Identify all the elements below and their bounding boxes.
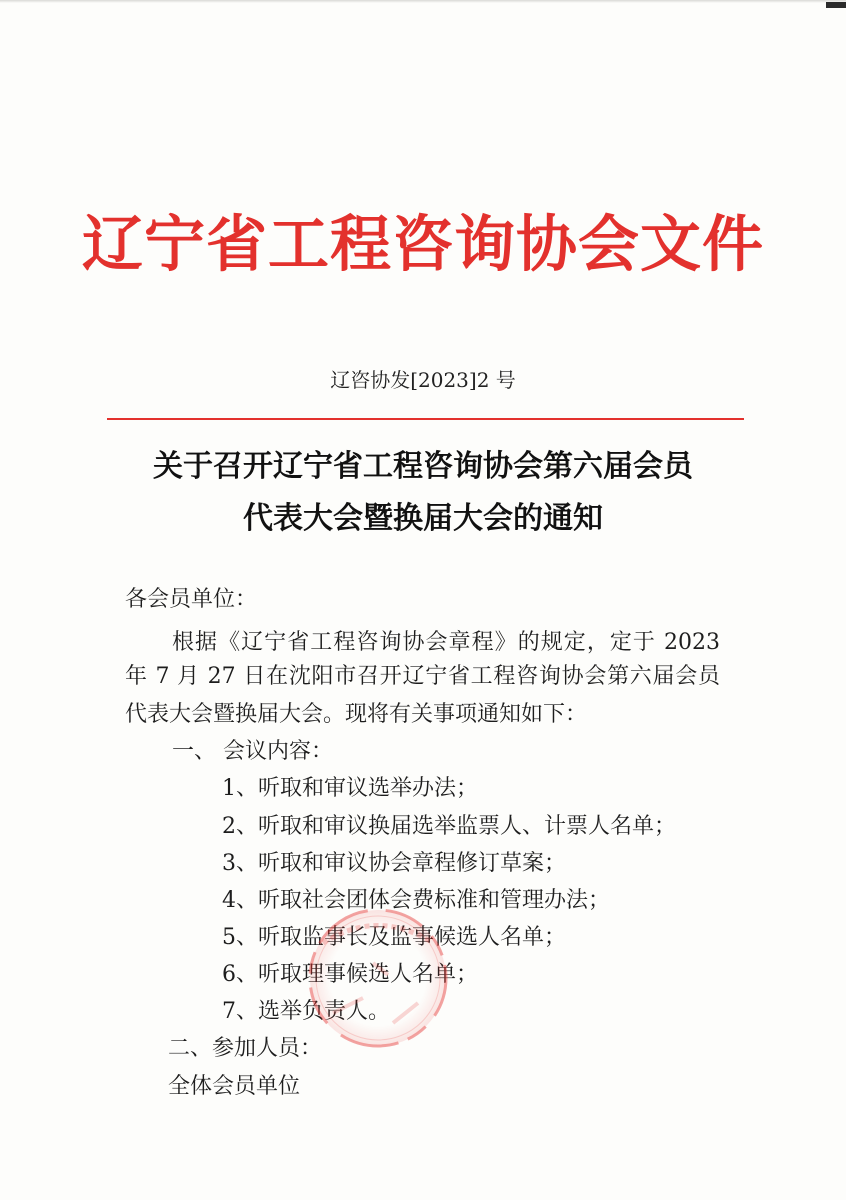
- official-seal-icon: [303, 903, 453, 1053]
- agenda-item: 2、听取和审议换届选举监票人、计票人名单；: [222, 814, 676, 839]
- intro-line-3: 代表大会暨换届大会。现将有关事项通知如下：: [125, 702, 588, 727]
- agenda-item: 6、听取理事候选人名单；: [222, 962, 478, 987]
- notice-title: [0, 441, 846, 545]
- intro-line-1: 根据《辽宁省工程咨询协会章程》的规定，定于 2023: [172, 630, 720, 655]
- agenda-item: 3、听取和审议协会章程修订草案；: [222, 851, 566, 876]
- section-heading-participants: 二、参加人员：: [168, 1036, 323, 1061]
- section-heading-agenda: 一、 会议内容：: [172, 739, 333, 764]
- intro-line-2: 年 7 月 27 日在沈阳市召开辽宁省工程咨询协会第六届会员: [125, 664, 720, 689]
- agenda-item: 5、听取监事长及监事候选人名单；: [222, 925, 566, 950]
- notice-title-line-2: 代表大会暨换届大会的通知: [243, 501, 603, 536]
- document-masthead: 辽宁省工程咨询协会文件: [81, 209, 764, 280]
- notice-title-line-1: 关于召开辽宁省工程咨询协会第六届会员: [153, 449, 693, 484]
- masthead-divider: [107, 418, 744, 420]
- agenda-item: 1、听取和审议选举办法；: [222, 776, 478, 801]
- scan-mark: [826, 2, 846, 8]
- scan-edge: [0, 0, 846, 3]
- document-number: 辽咨协发[2023]2 号: [330, 368, 516, 392]
- participants-item: 全体会员单位: [168, 1074, 301, 1099]
- agenda-item: 7、选举负责人。: [222, 999, 390, 1024]
- agenda-item: 4、听取社会团体会费标准和管理办法；: [222, 888, 610, 913]
- salutation: 各会员单位：: [125, 587, 258, 612]
